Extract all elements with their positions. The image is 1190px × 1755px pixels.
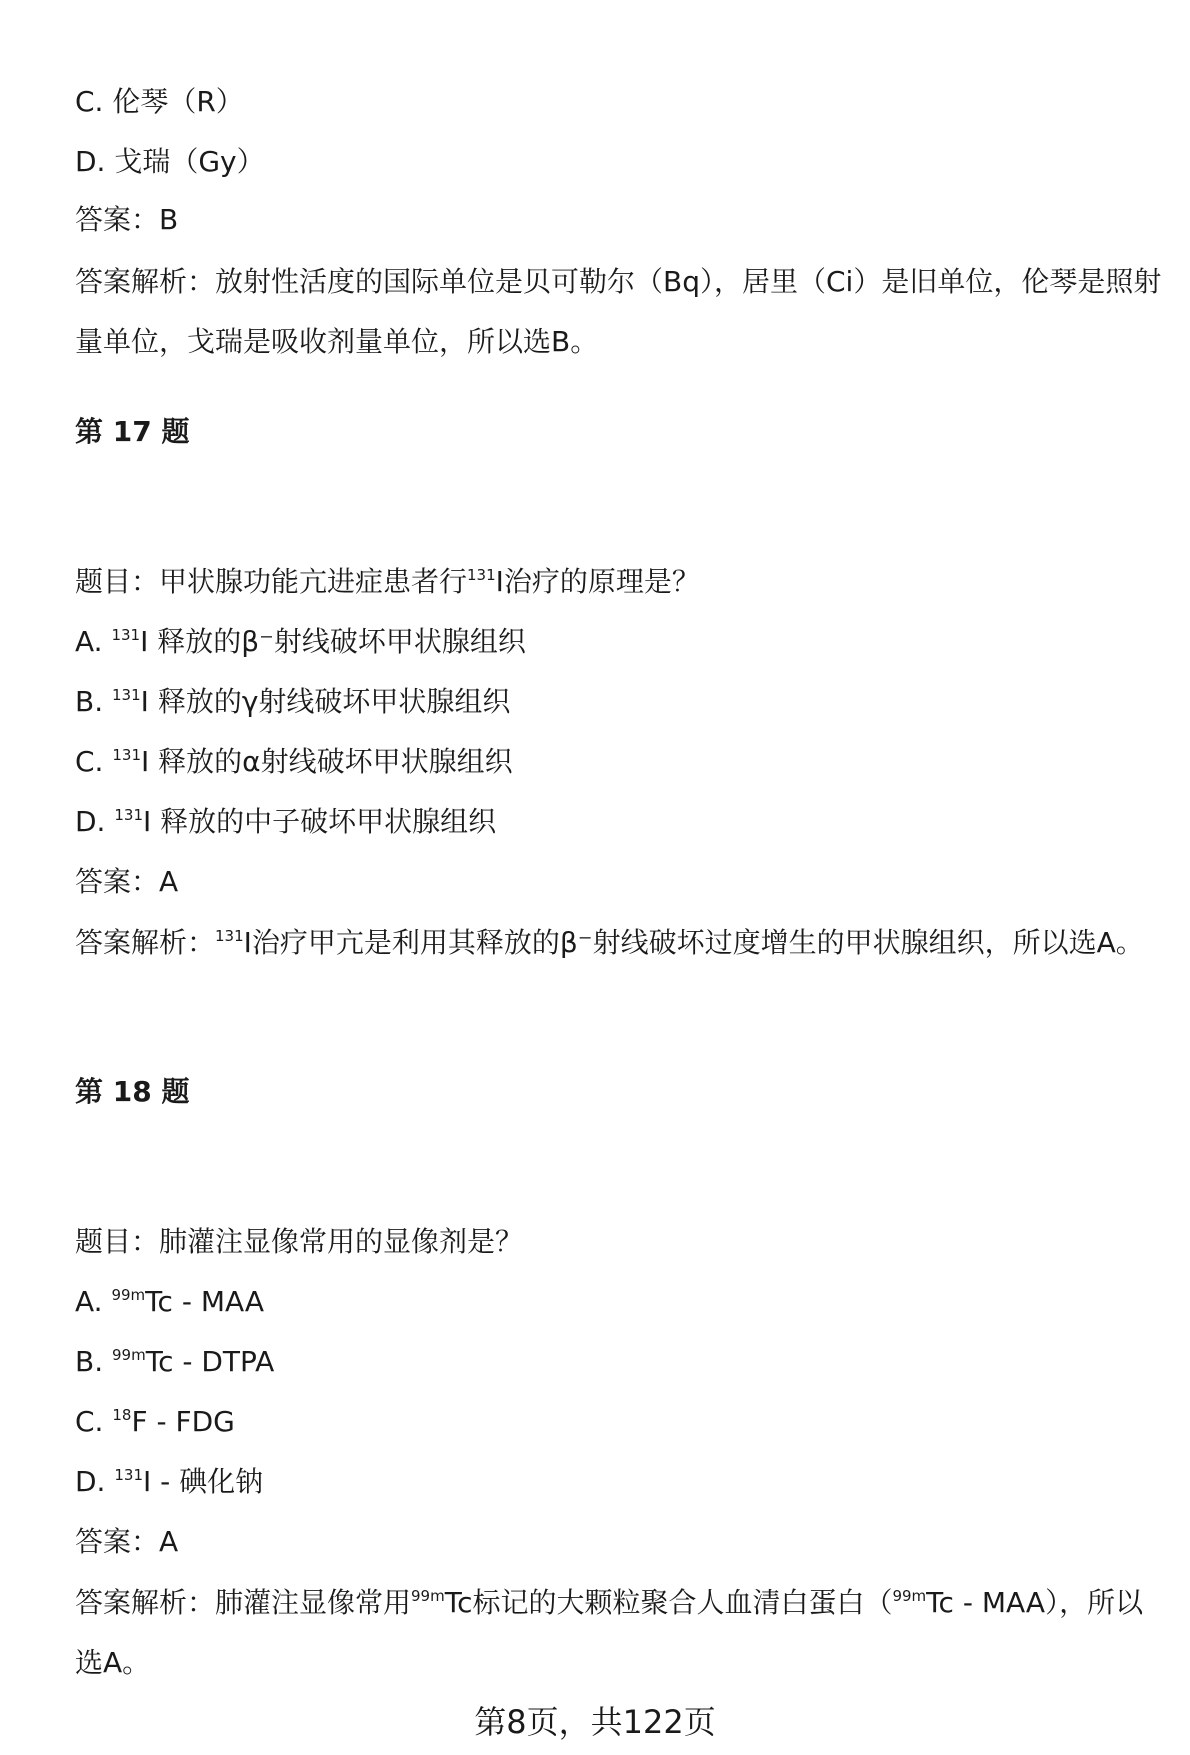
answer: 答案：B (75, 203, 179, 236)
question-text: 题目：甲状腺功能亢进症患者行$^{131}$I治疗的原理是？ (75, 565, 700, 598)
question-heading-17: 第 17 题 (75, 415, 190, 448)
option-c: C. $^{18}$F - FDG (75, 1405, 235, 1438)
answer: 答案：A (75, 1525, 179, 1558)
option-d: D. $^{131}$I - 碘化钠 (75, 1465, 264, 1498)
answer-explanation: 答案解析：$^{131}$I治疗甲亢是利用其释放的β⁻射线破坏过度增生的甲状腺组织，所以选A。 (75, 926, 1144, 959)
question-heading-18: 第 18 题 (75, 1075, 190, 1108)
option-a: A. $^{99m}$Tc - MAA (75, 1285, 265, 1318)
option-c: C. $^{131}$I 释放的α射线破坏甲状腺组织 (75, 745, 513, 778)
option-d: D. 戈瑞（Gy） (75, 145, 265, 178)
page-footer: 第8页，共122页 (474, 1703, 716, 1741)
option-c: C. 伦琴（R） (75, 85, 244, 118)
option-a: A. $^{131}$I 释放的β⁻射线破坏甲状腺组织 (75, 625, 526, 658)
option-d: D. $^{131}$I 释放的中子破坏甲状腺组织 (75, 805, 497, 838)
option-b: B. $^{131}$I 释放的γ射线破坏甲状腺组织 (75, 685, 511, 718)
option-b: B. $^{99m}$Tc - DTPA (75, 1345, 275, 1378)
question-text: 题目：肺灌注显像常用的显像剂是？ (75, 1225, 524, 1258)
answer-explanation: 答案解析：放射性活度的国际单位是贝可勒尔（Bq），居里（Ci）是旧单位，伦琴是照射量单位，戈瑞是吸收剂量单位，所以选B。 (75, 265, 1162, 358)
answer: 答案：A (75, 865, 179, 898)
answer-explanation: 答案解析：肺灌注显像常用$^{99m}$Tc标记的大颗粒聚合人血清白蛋白（$^{99m}$Tc - MAA），所以选A。 (75, 1586, 1144, 1679)
